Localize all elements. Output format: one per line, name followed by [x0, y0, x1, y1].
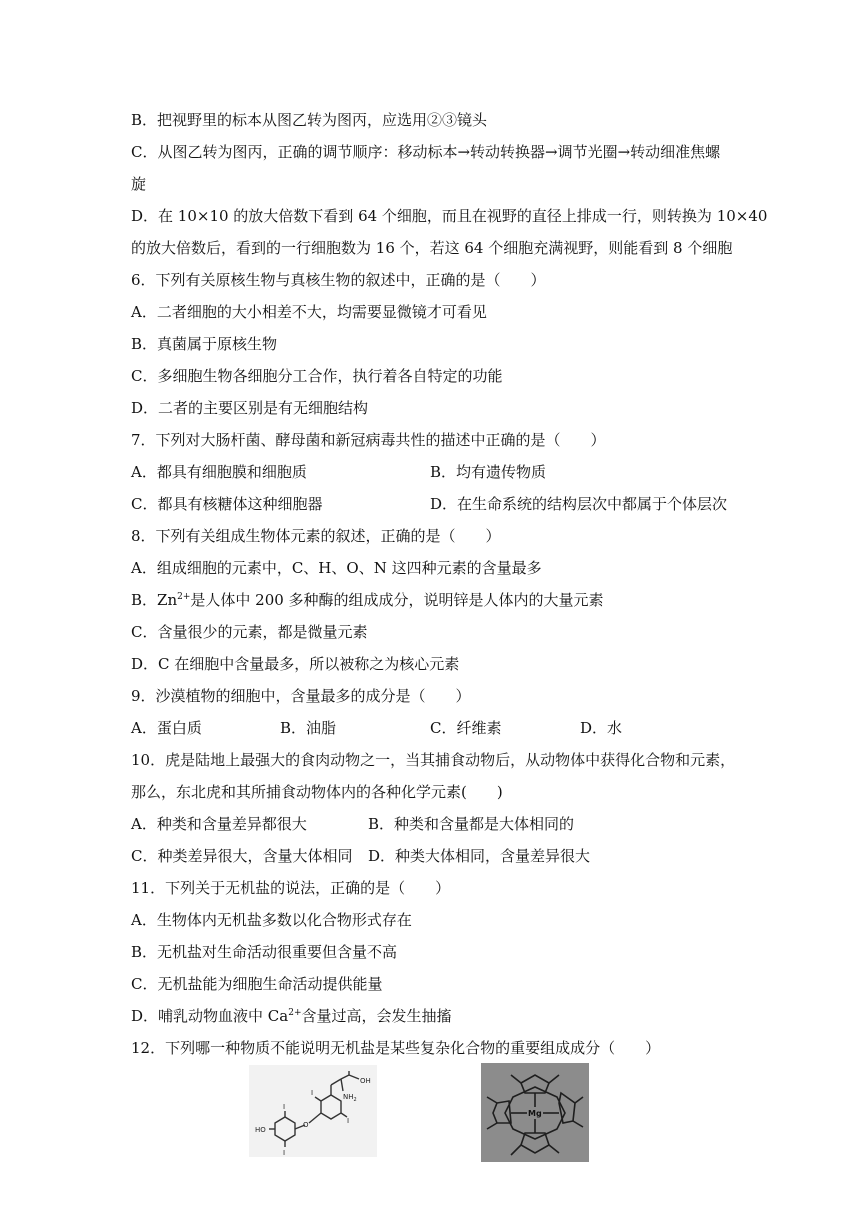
q12-stem: 12．下列哪一种物质不能说明无机盐是某些复杂化合物的重要组成成分（ ） [131, 1039, 661, 1057]
q11-option-a: A．生物体内无机盐多数以化合物形式存在 [131, 911, 412, 929]
fig1-nh-sub: 2 [353, 1097, 357, 1103]
thyroxine-structure-figure [249, 1065, 377, 1157]
q5-option-b: B．把视野里的标本从图乙转为图丙，应选用②③镜头 [131, 111, 488, 129]
q11-option-b: B．无机盐对生命活动很重要但含量不高 [131, 943, 398, 961]
fig2-mg-label: Mg [528, 1109, 542, 1118]
q11-option-d-pre: D．哺乳动物血液中 Ca [131, 1007, 289, 1025]
fig1-ho-label: HO [255, 1126, 266, 1134]
q5-option-d-cont: 的放大倍数后，看到的一行细胞数为 16 个，若这 64 个细胞充满视野，则能看到 8 个细胞 [131, 239, 733, 257]
q9-option-a: A．蛋白质 [131, 719, 202, 737]
q10-option-a: A．种类和含量差异都很大 [131, 815, 307, 833]
q6-option-c: C．多细胞生物各细胞分工合作，执行着各自特定的功能 [131, 367, 503, 385]
q9-option-c: C．纤维素 [430, 719, 502, 737]
q10-stem: 10．虎是陆地上最强大的食肉动物之一，当其捕食动物后，从动物体中获得化合物和元素， [131, 751, 736, 769]
q6-stem: 6．下列有关原核生物与真核生物的叙述中，正确的是（ ） [131, 271, 546, 289]
q9-stem: 9．沙漠植物的细胞中，含量最多的成分是（ ） [131, 687, 471, 705]
fig1-iodine-label-2: I [347, 1117, 350, 1125]
fig1-iodine-label-1: I [311, 1089, 314, 1097]
fig1-iodine-label-3: I [283, 1103, 286, 1111]
q6-option-b: B．真菌属于原核生物 [131, 335, 278, 353]
fig1-nh2-label [343, 1093, 357, 1103]
q8-option-a: A．组成细胞的元素中，C、H、O、N 这四种元素的含量最多 [131, 559, 542, 577]
q11-stem: 11．下列关于无机盐的说法，正确的是（ ） [131, 879, 451, 897]
q8-option-b [131, 590, 604, 610]
fig1-nh-label: NH [343, 1093, 354, 1101]
q7-option-b: B．均有遗传物质 [430, 463, 547, 481]
thyroxine-structure-drawing [249, 1065, 377, 1157]
q5-option-c-cont: 旋 [131, 175, 147, 193]
q5-option-c: C．从图乙转为图丙，正确的调节顺序：移动标本→转动转换器→调节光圈→转动细准焦螺 [131, 143, 721, 161]
q9-option-b: B．油脂 [280, 719, 337, 737]
q11-option-d-sup: 2+ [288, 1008, 302, 1018]
q10-option-d: D．种类大体相同，含量差异很大 [368, 847, 591, 865]
fig1-o-label: O [303, 1121, 309, 1129]
q8-option-b-post: 是人体中 200 多种酶的组成成分，说明锌是人体内的大量元素 [190, 591, 604, 609]
q11-option-d-post: 含量过高，会发生抽搐 [301, 1007, 452, 1025]
q7-option-d: D．在生命系统的结构层次中都属于个体层次 [430, 495, 728, 513]
q5-option-d: D．在 10×10 的放大倍数下看到 64 个细胞，而且在视野的直径上排成一行，则转换为 10×40 [131, 207, 768, 225]
chlorophyll-structure-drawing [481, 1063, 589, 1162]
q10-option-b: B．种类和含量都是大体相同的 [368, 815, 575, 833]
q6-option-a: A．二者细胞的大小相差不大，均需要显微镜才可看见 [131, 303, 487, 321]
q8-option-b-sup: 2+ [177, 592, 191, 602]
q8-option-b-pre: B．Zn [131, 591, 178, 609]
q8-stem: 8．下列有关组成生物体元素的叙述，正确的是（ ） [131, 527, 501, 545]
fig1-oh-label: OH [360, 1077, 371, 1085]
q10-stem-cont: 那么，东北虎和其所捕食动物体内的各种化学元素( ) [131, 783, 503, 801]
q11-option-d [131, 1006, 452, 1026]
q10-option-c: C．种类差异很大，含量大体相同 [131, 847, 353, 865]
fig1-iodine-label-4: I [283, 1149, 286, 1157]
q7-option-a: A．都具有细胞膜和细胞质 [131, 463, 307, 481]
q11-option-c: C．无机盐能为细胞生命活动提供能量 [131, 975, 383, 993]
q9-option-d: D．水 [580, 719, 623, 737]
q6-option-d: D．二者的主要区别是有无细胞结构 [131, 399, 369, 417]
q7-stem: 7．下列对大肠杆菌、酵母菌和新冠病毒共性的描述中正确的是（ ） [131, 431, 606, 449]
q7-option-c: C．都具有核糖体这种细胞器 [131, 495, 323, 513]
q8-option-c: C．含量很少的元素，都是微量元素 [131, 623, 368, 641]
q8-option-d: D．C 在细胞中含量最多，所以被称之为核心元素 [131, 655, 460, 673]
chlorophyll-structure-figure [481, 1063, 589, 1162]
